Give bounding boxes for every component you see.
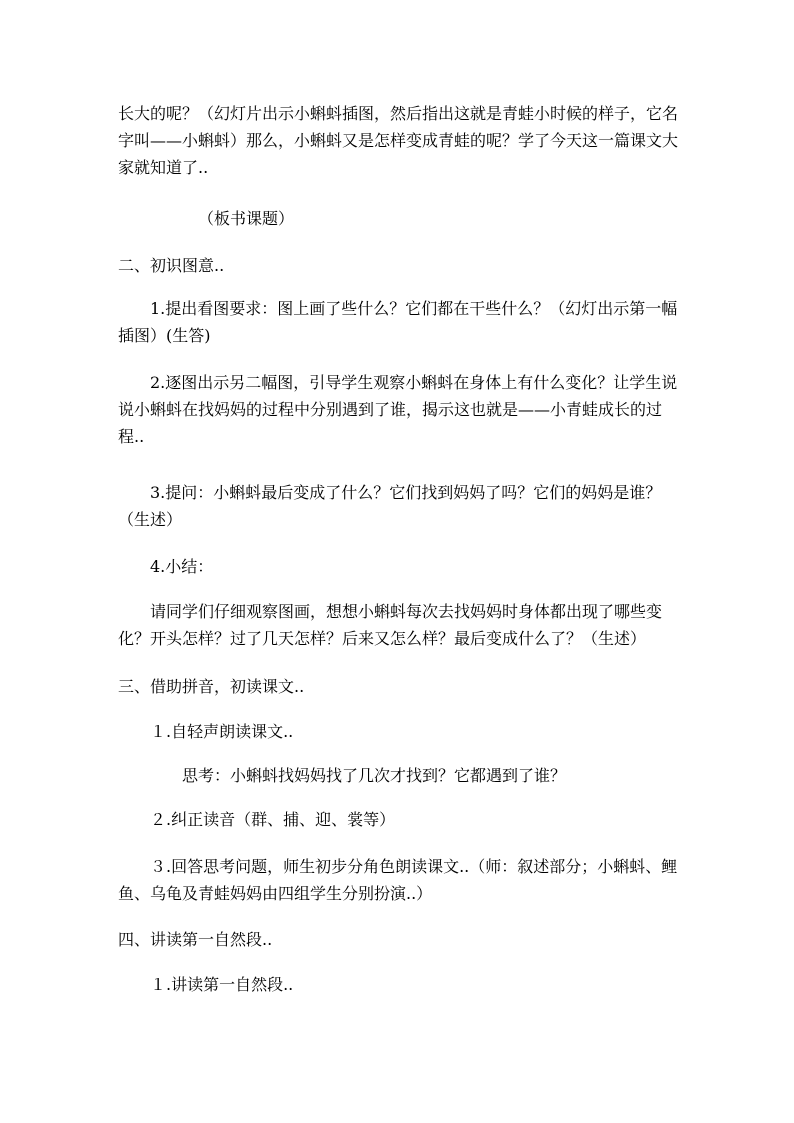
section-heading-4: 四、讲读第一自然段..	[118, 930, 273, 949]
paragraph-intro-continuation: 长大的呢？（幻灯片出示小蝌蚪插图，然后指出这就是青蛙小时候的样子，它名字叫——小蝌蚪）那么，小蝌蚪又是怎样变成青蛙的呢？学了今天这一篇课文大家就知道了..	[118, 104, 679, 177]
paragraph-step-1: 1.提出看图要求：图上画了些什么？它们都在干些什么？（幻灯出示第一幅插图）(生答)	[118, 299, 678, 345]
paragraph-read-3: ３.回答思考问题，师生初步分角色朗读课文..（师：叙述部分；小蝌蚪、鲤鱼、乌龟及青蛙妈妈由四组学生分别扮演..）	[118, 857, 678, 903]
paragraph-think: 思考：小蝌蚪找妈妈找了几次才找到？它都遇到了谁？	[182, 766, 567, 785]
paragraph-board-title: （板书课题）	[198, 209, 295, 228]
paragraph-step-2: 2.逐图出示另二幅图，引导学生观察小蝌蚪在身体上有什么变化？让学生说说小蝌蚪在找妈妈的过程中分别遇到了谁，揭示这也就是——小青蛙成长的过程..	[118, 373, 678, 446]
paragraph-lecture-1: １.讲读第一自然段..	[150, 975, 294, 994]
paragraph-step-3: 3.提问：小蝌蚪最后变成了什么？它们找到妈妈了吗？它们的妈妈是谁？（生述）	[118, 483, 662, 529]
paragraph-read-2: ２.纠正读音（群、捕、迎、裳等）	[150, 810, 396, 829]
section-heading-2: 二、初识图意..	[118, 256, 225, 275]
paragraph-read-1: １.自轻声朗读课文..	[150, 722, 294, 741]
section-heading-3: 三、借助拼音，初读课文..	[118, 677, 305, 696]
paragraph-step-4: 4.小结：	[150, 557, 214, 576]
paragraph-summary: 请同学们仔细观察图画，想想小蝌蚪每次去找妈妈时身体都出现了哪些变化？开头怎样？过了几天怎样？后来又怎么样？最后变成什么了？（生述）	[118, 602, 663, 648]
